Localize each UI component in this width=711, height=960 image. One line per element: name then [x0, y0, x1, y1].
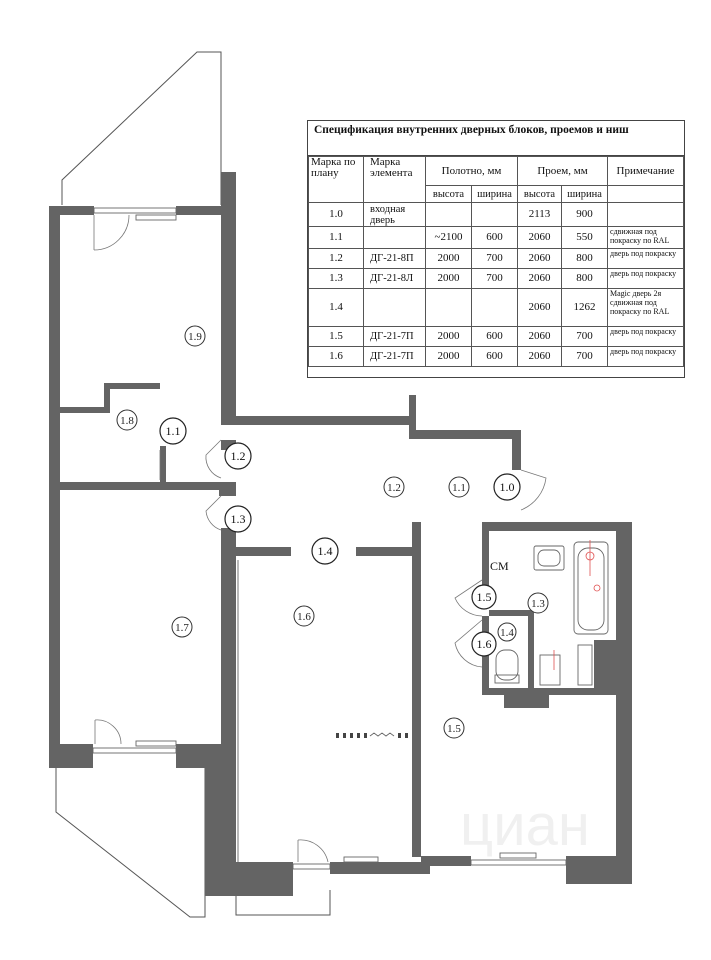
table-row	[309, 203, 684, 227]
room-label-1-5	[444, 718, 464, 738]
room-label-1-2	[384, 477, 404, 497]
row-leaf-height: 2000	[426, 327, 472, 347]
row-open-width: 800	[562, 249, 608, 269]
row-leaf-height: 2000	[426, 249, 472, 269]
table-row	[309, 327, 684, 347]
spec-table-title: Спецификация внутренних дверных блоков, проемов и ниш	[308, 121, 684, 156]
door-mark-1-2	[225, 443, 251, 469]
svg-text:1.2: 1.2	[387, 482, 401, 494]
row-leaf-width	[472, 289, 518, 327]
row-element	[364, 227, 426, 249]
svg-text:1.4: 1.4	[317, 544, 333, 558]
header-mark-plan: Марка по плану	[309, 157, 364, 203]
spec-grid	[308, 156, 684, 367]
svg-text:1.2: 1.2	[230, 449, 246, 463]
row-note: Magic дверь 2я сдвижная под покраску по RAL	[608, 289, 684, 327]
row-open-height: 2060	[518, 227, 562, 249]
row-leaf-width: 600	[472, 347, 518, 367]
row-mark: 1.1	[309, 227, 364, 249]
watermark: циан	[460, 793, 590, 858]
washer-label: СМ	[490, 559, 509, 573]
table-row	[309, 347, 684, 367]
svg-text:1.8: 1.8	[120, 415, 134, 427]
row-open-height: 2060	[518, 347, 562, 367]
svg-text:1.5: 1.5	[447, 723, 461, 735]
table-row	[309, 269, 684, 289]
row-open-height: 2060	[518, 289, 562, 327]
row-mark: 1.5	[309, 327, 364, 347]
header-leaf-width: ширина	[472, 186, 518, 203]
door-mark-1-3	[225, 506, 251, 532]
row-open-width: 700	[562, 327, 608, 347]
table-row	[309, 249, 684, 269]
sliding-door-marks	[238, 560, 408, 862]
balcony-left-bottom	[56, 767, 205, 917]
row-element: входная дверь	[364, 203, 426, 227]
row-element: ДГ-21-8П	[364, 249, 426, 269]
row-open-width: 1262	[562, 289, 608, 327]
svg-text:1.6: 1.6	[297, 611, 311, 623]
svg-text:1.3: 1.3	[230, 512, 246, 526]
svg-text:1.1: 1.1	[452, 482, 466, 494]
header-leaf: Полотно, мм	[426, 157, 518, 186]
header-open-height: высота	[518, 186, 562, 203]
row-note: сдвижная под покраску по RAL	[608, 227, 684, 249]
row-note	[608, 203, 684, 227]
row-mark: 1.4	[309, 289, 364, 327]
row-note: дверь под покраску	[608, 347, 684, 367]
room-label-1-6	[294, 606, 314, 626]
row-open-width: 700	[562, 347, 608, 367]
svg-text:1.3: 1.3	[531, 598, 545, 610]
row-leaf-width	[472, 203, 518, 227]
row-mark: 1.6	[309, 347, 364, 367]
room-label-1-3	[528, 593, 548, 613]
row-open-width: 800	[562, 269, 608, 289]
table-row	[309, 227, 684, 249]
row-leaf-width: 700	[472, 269, 518, 289]
door-mark-1-5	[472, 585, 496, 609]
door-mark-1-1	[160, 418, 186, 444]
row-note: дверь под покраску	[608, 327, 684, 347]
row-leaf-width: 600	[472, 327, 518, 347]
row-leaf-height: 2000	[426, 347, 472, 367]
row-element: ДГ-21-8Л	[364, 269, 426, 289]
row-mark: 1.0	[309, 203, 364, 227]
row-leaf-height: ~2100	[426, 227, 472, 249]
row-note: дверь под покраску	[608, 269, 684, 289]
room-label-1-9	[185, 326, 205, 346]
door-mark-1-6	[472, 632, 496, 656]
table-row	[309, 289, 684, 327]
row-open-width: 550	[562, 227, 608, 249]
svg-text:1.6: 1.6	[476, 637, 492, 651]
row-mark: 1.3	[309, 269, 364, 289]
row-leaf-width: 600	[472, 227, 518, 249]
header-mark-element: Марка элемента	[364, 157, 426, 203]
row-leaf-height	[426, 203, 472, 227]
header-open-width: ширина	[562, 186, 608, 203]
row-open-height: 2113	[518, 203, 562, 227]
svg-text:1.4: 1.4	[500, 627, 514, 639]
row-mark: 1.2	[309, 249, 364, 269]
row-note: дверь под покраску	[608, 249, 684, 269]
row-leaf-height: 2000	[426, 269, 472, 289]
row-open-width: 900	[562, 203, 608, 227]
room-label-1-8	[117, 410, 137, 430]
row-element	[364, 289, 426, 327]
row-open-height: 2060	[518, 269, 562, 289]
row-leaf-width: 700	[472, 249, 518, 269]
row-open-height: 2060	[518, 249, 562, 269]
spec-body	[309, 203, 684, 367]
room-label-1-4	[498, 623, 516, 641]
svg-text:1.0: 1.0	[499, 480, 515, 494]
door-mark-1-4	[312, 538, 338, 564]
row-element: ДГ-21-7П	[364, 327, 426, 347]
svg-text:1.7: 1.7	[175, 622, 189, 634]
balcony-top	[62, 52, 221, 205]
row-open-height: 2060	[518, 327, 562, 347]
spec-table	[307, 120, 685, 378]
door-mark-1-0	[494, 474, 520, 500]
row-leaf-height	[426, 289, 472, 327]
room-label-1-7	[172, 617, 192, 637]
header-leaf-height: высота	[426, 186, 472, 203]
header-note: Примечание	[608, 157, 684, 186]
svg-text:1.5: 1.5	[476, 590, 492, 604]
row-element: ДГ-21-7П	[364, 347, 426, 367]
svg-text:1.1: 1.1	[165, 424, 181, 438]
header-opening: Проем, мм	[518, 157, 608, 186]
svg-text:1.9: 1.9	[188, 331, 202, 343]
room-label-1-1	[449, 477, 469, 497]
